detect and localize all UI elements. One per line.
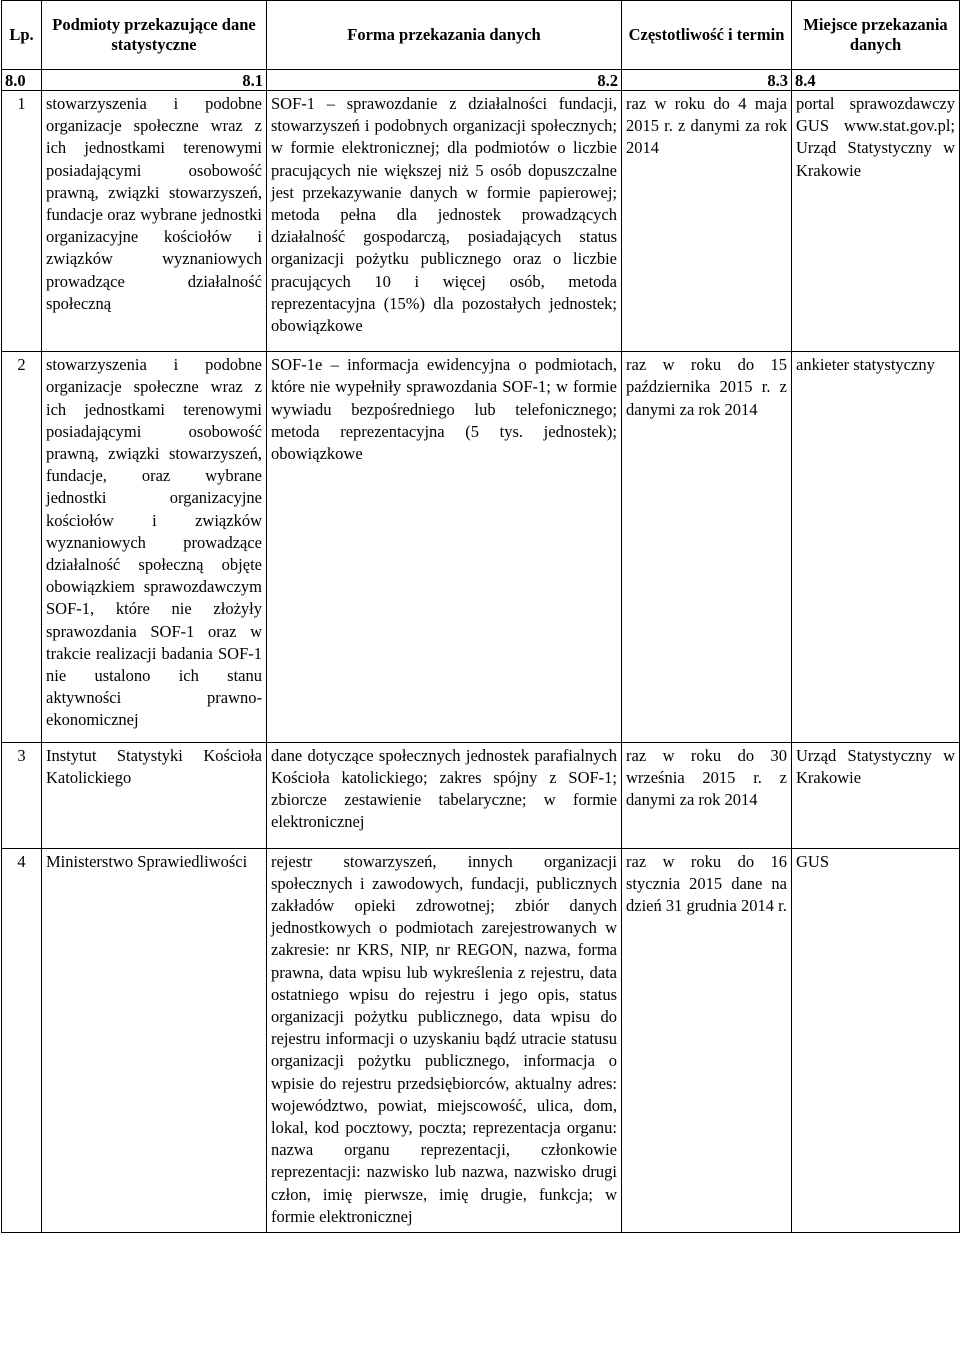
table-row: [2, 352, 960, 742]
header-row: [2, 1, 960, 70]
header-czestotliwosc: Częstotliwość i termin: [622, 1, 792, 70]
table-row: [2, 742, 960, 848]
column-number-0: 8.0: [2, 70, 42, 91]
row-forma: dane dotyczące społecznych jednostek parafialnych Kościoła katolickiego; zakres spójny z SOF-1; zbiorcze zestawienie tabelaryczne; w formie elektronicznej: [267, 742, 622, 848]
column-number-3: 8.3: [622, 70, 792, 91]
row-miejsce: portal sprawozdawczy GUS www.stat.gov.pl; Urząd Statystyczny w Krakowie: [792, 91, 960, 352]
header-forma: Forma przekazania danych: [267, 1, 622, 70]
table-row: [2, 848, 960, 1232]
row-termin: raz w roku do 16 stycznia 2015 dane na dzień 31 grudnia 2014 r.: [622, 848, 792, 1232]
data-transfer-table: [1, 0, 960, 1233]
row-miejsce: GUS: [792, 848, 960, 1232]
row-miejsce: ankieter statystyczny: [792, 352, 960, 742]
row-forma: rejestr stowarzyszeń, innych organizacji społecznych i zawodowych, fundacji, publicznych zakładów opieki zdrowotnej; zbiór danych jednostkowych o podmiotach zarejestrowanych w zakresie: nr KRS, NIP, nr REGON, nazwa, forma prawna, data wpisu lub wykreślenia z rejestru, data ostatniego wpisu do rejestru i jego opis, status organizacji pożytku publicznego, data wpisu do rejestru informacji o uzyskaniu bądź utracie statusu organizacji pożytku publicznego, informacja o wpisie do rejestru przedsiębiorców, aktualny adres: województwo, powiat, miejscowość, ulica, dom, lokal, kod pocztowy, poczta; reprezentacja organu: nazwa organu reprezentacji, członkowie reprezentacji: nazwisko lub nazwa, nazwisko drugi człon, imię pierwsze, imię drugie, funkcja; w formie elektronicznej: [267, 848, 622, 1232]
column-number-2: 8.2: [267, 70, 622, 91]
row-termin: raz w roku do 15 października 2015 r. z danymi za rok 2014: [622, 352, 792, 742]
column-numbering-row: [2, 70, 960, 91]
row-lp: 4: [2, 848, 42, 1232]
row-termin: raz w roku do 4 maja 2015 r. z danymi za rok 2014: [622, 91, 792, 352]
row-miejsce: Urząd Statystyczny w Krakowie: [792, 742, 960, 848]
row-termin: raz w roku do 30 września 2015 r. z danymi za rok 2014: [622, 742, 792, 848]
header-miejsce: Miejsce przekazania danych: [792, 1, 960, 70]
row-podmiot: stowarzyszenia i podobne organizacje społeczne wraz z ich jednostkami terenowymi posiadającymi osobowość prawną, związki stowarzyszeń, fundacje oraz wybrane jednostki organizacyjne kościołów i związków wyznaniowych prowadzące działalność społeczną: [42, 91, 267, 352]
row-lp: 1: [2, 91, 42, 352]
header-podmioty: Podmioty przekazujące dane statystyczne: [42, 1, 267, 70]
row-podmiot: stowarzyszenia i podobne organizacje społeczne wraz z ich jednostkami terenowymi posiadającymi osobowość prawną, związki stowarzyszeń, fundacje, oraz wybrane jednostki organizacyjne kościołów i związków wyznaniowych prowadzące działalność społeczną objęte obowiązkiem sprawozdawczym SOF-1, które nie złożyły sprawozdania SOF-1 oraz w trakcie realizacji badania SOF-1 nie ustalono ich stanu aktywności prawno-ekonomicznej: [42, 352, 267, 742]
row-forma: SOF-1 – sprawozdanie z działalności fundacji, stowarzyszeń i podobnych organizacji społecznych; w formie elektronicznej; dla podmiotów o liczbie pracujących nie większej niż 5 osób dopuszczalne jest przekazywanie danych w formie papierowej; metoda pełna dla jednostek prowadzących działalność gospodarczą, posiadających status organizacji pożytku publicznego oraz o liczbie pracujących 10 i więcej osób, metoda reprezentacyjna (15%) dla pozostałych jednostek; obowiązkowe: [267, 91, 622, 352]
row-lp: 2: [2, 352, 42, 742]
column-number-1: 8.1: [42, 70, 267, 91]
row-podmiot: Instytut Statystyki Kościoła Katolickiego: [42, 742, 267, 848]
column-number-4: 8.4: [792, 70, 960, 91]
header-lp: Lp.: [2, 1, 42, 70]
table-row: [2, 91, 960, 352]
row-podmiot: Ministerstwo Sprawiedliwości: [42, 848, 267, 1232]
row-forma: SOF-1e – informacja ewidencyjna o podmiotach, które nie wypełniły sprawozdania SOF-1; w formie wywiadu bezpośredniego lub telefonicznego; metoda reprezentacyjna (5 tys. jednostek); obowiązkowe: [267, 352, 622, 742]
row-lp: 3: [2, 742, 42, 848]
